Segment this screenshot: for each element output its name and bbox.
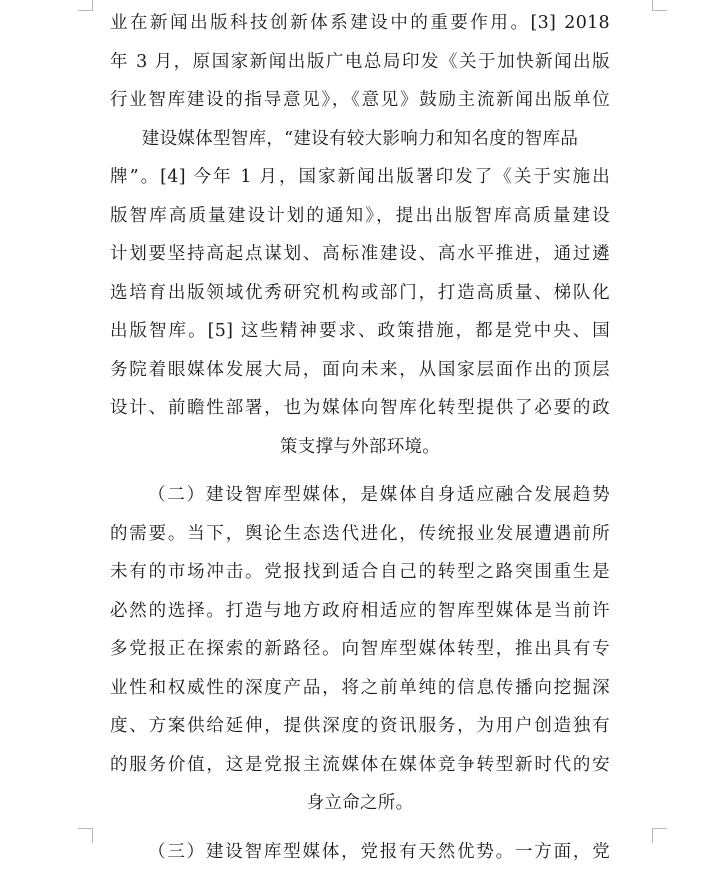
text-line: 未有的市场冲击。党报找到适合自己的转型之路突围重生是: [110, 553, 610, 592]
text-line: 业性和权威性的深度产品，将之前单纯的信息传播向挖掘深: [110, 669, 610, 708]
text-line: 的需要。当下，舆论生态迭代进化，传统报业发展遭遇前所: [110, 515, 610, 554]
text-line: 行业智库建设的指导意见》，《意见》鼓励主流新闻出版单位: [110, 81, 610, 120]
paragraph: [110, 476, 610, 823]
text-line: 身立命之所。: [110, 784, 610, 823]
text-line: 选培育出版领域优秀研究机构或部门，打造高质量、梯队化: [110, 274, 610, 313]
text-line: 业在新闻出版科技创新体系建设中的重要作用。[3] 2018: [110, 4, 610, 43]
margin-corner-mark-top-left: [78, 0, 93, 11]
text-line: 计划要坚持高起点谋划、高标准建设、高水平推进，通过遴: [110, 235, 610, 274]
paragraph: [110, 833, 610, 871]
text-line: 版智库高质量建设计划的通知》，提出出版智库高质量建设: [110, 197, 610, 236]
paragraph-spacing: [110, 466, 610, 476]
margin-corner-mark-top-right: [652, 0, 667, 11]
text-line: 牌”。[4] 今年 1 月，国家新闻出版署印发了《关于实施出: [110, 158, 610, 197]
text-line: 年 3 月，原国家新闻出版广电总局印发《关于加快新闻出版: [110, 43, 610, 82]
text-line: 设计、前瞻性部署，也为媒体向智库化转型提供了必要的政: [110, 389, 610, 428]
text-line: （二）建设智库型媒体，是媒体自身适应融合发展趋势: [110, 476, 610, 515]
text-line: 建设媒体型智库，“建设有较大影响力和知名度的智库品: [110, 120, 610, 159]
text-line: 出版智库。[5] 这些精神要求、政策措施，都是党中央、国: [110, 312, 610, 351]
text-line: 的服务价值，这是党报主流媒体在媒体竞争转型新时代的安: [110, 746, 610, 785]
text-line: （三）建设智库型媒体，党报有天然优势。一方面，党: [110, 833, 610, 871]
text-line: 策支撑与外部环境。: [110, 428, 610, 467]
text-line: 度、方案供给延伸，提供深度的资讯服务，为用户创造独有: [110, 707, 610, 746]
document-body: [110, 4, 610, 871]
margin-corner-mark-bottom-left: [78, 828, 93, 843]
text-line: 多党报正在探索的新路径。向智库型媒体转型，推出具有专: [110, 630, 610, 669]
text-line: 必然的选择。打造与地方政府相适应的智库型媒体是当前许: [110, 592, 610, 631]
paragraph-spacing: [110, 823, 610, 833]
margin-corner-mark-bottom-right: [652, 828, 667, 843]
paragraph: [110, 4, 610, 466]
text-line: 务院着眼媒体发展大局，面向未来，从国家层面作出的顶层: [110, 351, 610, 390]
